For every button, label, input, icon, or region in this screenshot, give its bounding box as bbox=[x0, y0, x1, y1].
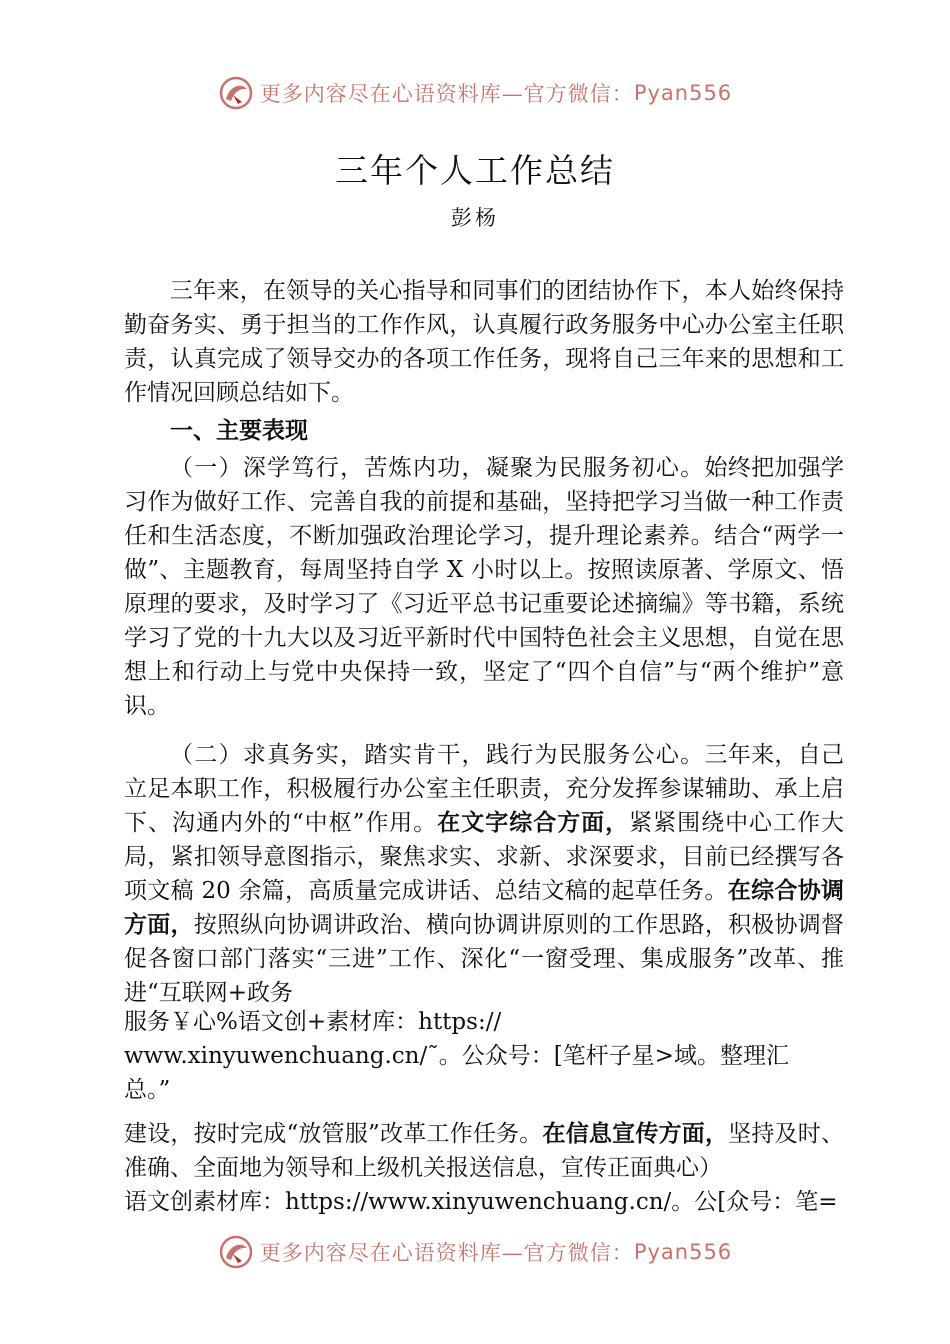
watermark-banner-bottom bbox=[0, 1232, 950, 1272]
paragraph-1-body: 始终把加强学习作为做好工作、完善自我的前提和基础，坚持把学习当做一种工作责任和生活态度，不断加强政治理论学习，提升理论素养。结合“两学一做”、主题教育，每周坚持自学 X 小时以上。按照读原著、学原文、悟原理的要求，及时学习了《习近平总书记重要论述摘编》等书籍，系统学习了党的十九大以及习近平新时代中国特色社会主义思想，自觉在思想上和行动上与党中央保持一致，坚定了“四个自信”与“两个维护”意识。 bbox=[124, 455, 845, 719]
brand-logo-icon bbox=[218, 75, 254, 111]
brand-logo-icon bbox=[218, 1234, 254, 1270]
paragraph-2-body-a: 三年来，自己立足本职工作，积极履行办公室主任职责，充分发挥参谋辅助、承上启下、沟通内外的“中枢”作用。 bbox=[124, 742, 845, 836]
document-title: 三年个人工作总结 bbox=[335, 151, 615, 190]
banner-wechat-id: Pyan556 bbox=[633, 1240, 733, 1264]
paragraph-2-body-c: 按照纵向协调讲政治、横向协调讲原则的工作思路，积极协调督促各窗口部门落实“三进”工作、深化“一窗受理、集成服务”改革、推进“互联网+政务 bbox=[124, 912, 845, 1006]
watermark-banner-top bbox=[0, 73, 950, 113]
banner-text: 更多内容尽在心语资料库—官方微信： bbox=[259, 82, 634, 106]
banner-text: 更多内容尽在心语资料库—官方微信： bbox=[259, 1241, 634, 1265]
keyword-writing: 在文字综合方面， bbox=[437, 810, 630, 836]
keyword-coordination: 在综合协调方面， bbox=[124, 878, 845, 938]
noise-line-1: 服务￥心%语文创+素材库：https:// bbox=[124, 1009, 502, 1035]
noise-line-4: 语文创素材库：https://www.xinyuwenchuang.cn/。公[众号：笔= bbox=[124, 1189, 838, 1215]
section-heading: 一、主要表现 bbox=[170, 418, 308, 444]
keyword-publicity: 在信息宣传方面， bbox=[542, 1121, 729, 1147]
document-author: 彭杨 bbox=[451, 206, 499, 230]
paragraph-2 bbox=[124, 738, 844, 1010]
intro-paragraph bbox=[124, 274, 844, 410]
paragraph-3-body-a: 建设，按时完成“放管服”改革工作任务。 bbox=[124, 1121, 543, 1147]
paragraph-1 bbox=[124, 451, 844, 723]
intro-text: 三年来，在领导的关心指导和同事们的团结协作下，本人始终保持勤奋务实、勇于担当的工作作风，认真履行政务服务中心办公室主任职责，认真完成了领导交办的各项工作任务，现将自己三年来的思想和工作情况回顾总结如下。 bbox=[124, 278, 844, 406]
paragraph-3 bbox=[124, 1117, 844, 1185]
paragraph-2-subheading: （二）求真务实，踏实肯干，践行为民服务公心。 bbox=[170, 742, 705, 768]
noise-line-3: 总。” bbox=[124, 1077, 171, 1103]
banner-wechat-id: Pyan556 bbox=[633, 81, 733, 105]
paragraph-1-subheading: （一）深学笃行，苦炼内功，凝聚为民服务初心。 bbox=[170, 455, 705, 481]
noise-line-2: www.xinyuwenchuang.cn/˜。公众号：[笔杆子星>域。整理汇 bbox=[124, 1043, 789, 1069]
paragraph-3-body-b: 坚持及时、准确、全面地为领导和上级机关报送信息，宣传正面典心） bbox=[124, 1121, 844, 1181]
paragraph-2-body-b: 紧紧围绕中心工作大局，紧扣领导意图指示，聚焦求实、求新、求深要求，目前已经撰写各项文稿 20 余篇，高质量完成讲话、总结文稿的起草任务。 bbox=[124, 810, 844, 904]
